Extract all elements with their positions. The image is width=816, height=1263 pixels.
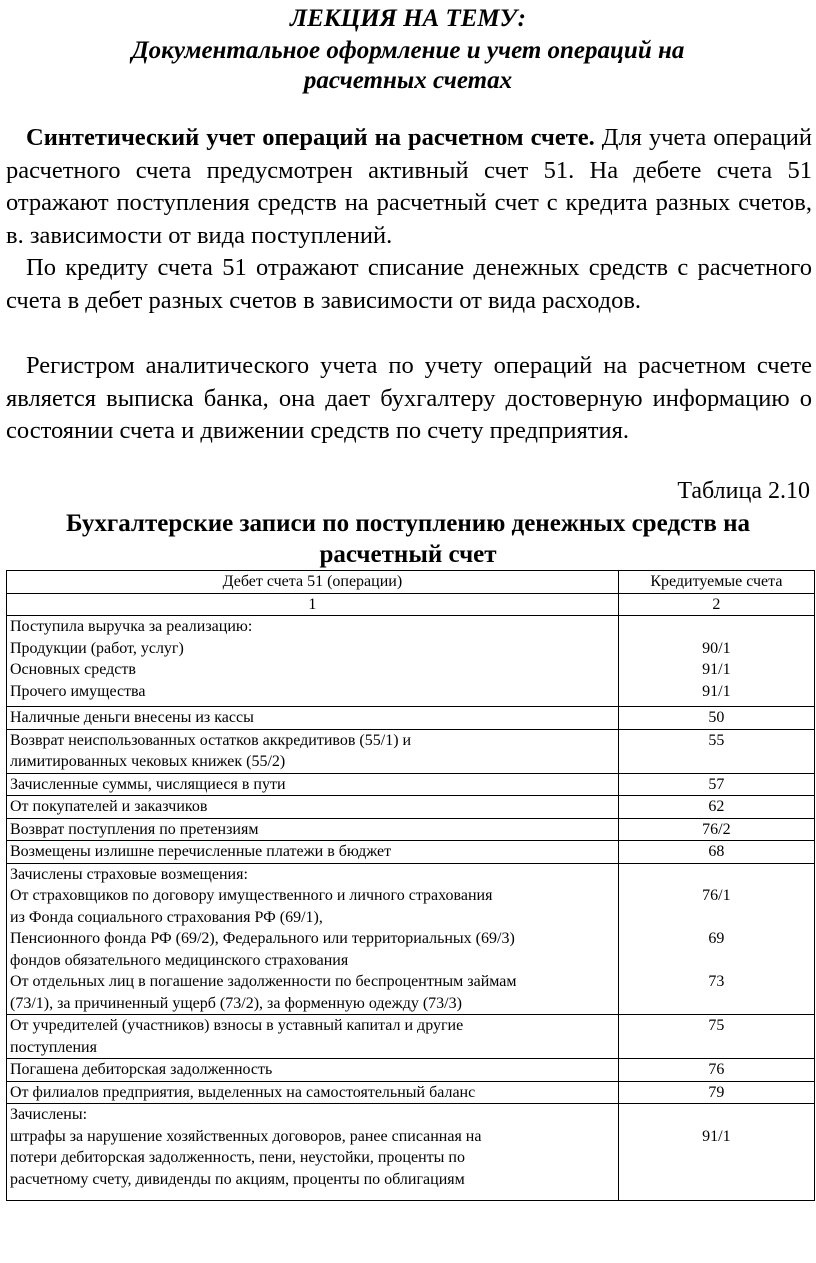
account-cell: 55 bbox=[618, 729, 814, 773]
table-row bbox=[7, 707, 815, 730]
column-header-credit: Кредитуемые счета bbox=[618, 571, 814, 594]
table-row bbox=[7, 773, 815, 796]
table-row bbox=[7, 818, 815, 841]
account-cell: 76/2 bbox=[618, 818, 814, 841]
account-line: 73 bbox=[708, 973, 725, 990]
column-number-1: 1 bbox=[7, 593, 619, 616]
operation-line: Возврат неиспользованных остатков аккредитивов (55/1) и bbox=[10, 731, 412, 749]
operation-cell: От покупателей и заказчиков bbox=[7, 796, 619, 819]
table-row bbox=[7, 796, 815, 819]
paragraph-bank-statement: Регистром аналитического учета по учету операций на расчетном счете является выписка банка, она дает бухгалтеру достоверную информацию о состоянии счета и движении средств по счету предприятия. bbox=[6, 352, 812, 444]
table-row bbox=[7, 1059, 815, 1082]
table-row bbox=[7, 729, 815, 773]
operation-line: От учредителей (участников) взносы в уставный капитал и другие bbox=[10, 1017, 464, 1034]
lecture-topic-line-2: расчетных счетах bbox=[303, 67, 513, 94]
operation-cell: От филиалов предприятия, выделенных на самостоятельный баланс bbox=[7, 1081, 619, 1104]
account-line: 91/1 bbox=[702, 682, 731, 700]
operation-line: штрафы за нарушение хозяйственных договоров, ранее списанная на bbox=[10, 1127, 482, 1145]
operation-line: Зачислены: bbox=[10, 1106, 88, 1123]
column-header-debit: Дебет счета 51 (операции) bbox=[7, 571, 619, 594]
operation-line: из Фонда социального страхования РФ (69/1), bbox=[10, 908, 323, 926]
lecture-heading: ЛЕКЦИЯ НА ТЕМУ: bbox=[289, 5, 527, 32]
operation-cell: Погашена дебиторская задолженность bbox=[7, 1059, 619, 1082]
account-cell: 62 bbox=[618, 796, 814, 819]
account-cell: 75 bbox=[618, 1015, 814, 1059]
account-cell: 50 bbox=[618, 707, 814, 730]
table-row bbox=[7, 1081, 815, 1104]
account-cell: 57 bbox=[618, 773, 814, 796]
account-line bbox=[622, 616, 811, 638]
paragraph-synthetic-accounting bbox=[6, 122, 812, 252]
table-row bbox=[7, 1104, 815, 1201]
operation-cell: Возврат поступления по претензиям bbox=[7, 818, 619, 841]
account-line bbox=[622, 864, 811, 886]
table-title-line-2: расчетный счет bbox=[319, 541, 497, 568]
operation-cell bbox=[7, 1104, 619, 1201]
account-line: 69 bbox=[708, 930, 725, 947]
table-row bbox=[7, 616, 815, 707]
table-title-line-1: Бухгалтерские записи по поступлению денежных средств на bbox=[65, 510, 751, 537]
operation-line: От отдельных лиц в погашение задолженности по беспроцентным займам bbox=[10, 973, 517, 990]
paragraph-bold-lead: Синтетический учет операций на расчетном счете. bbox=[26, 124, 595, 151]
operation-cell: Зачисленные суммы, числящиеся в пути bbox=[7, 773, 619, 796]
account-line bbox=[622, 907, 811, 929]
operation-line: расчетному счету, дивиденды по акциям, проценты по облигациям bbox=[10, 1170, 465, 1188]
operation-cell: Возмещены излишне перечисленные платежи в бюджет bbox=[7, 841, 619, 864]
operation-cell bbox=[7, 616, 619, 707]
column-number-2: 2 bbox=[618, 593, 814, 616]
account-line: 91/1 bbox=[702, 661, 731, 678]
operation-line: (73/1), за причиненный ущерб (73/2), за форменную одежду (73/3) bbox=[10, 994, 462, 1012]
operation-line: Прочего имущества bbox=[10, 682, 146, 700]
table-row bbox=[7, 841, 815, 864]
account-cell: 79 bbox=[618, 1081, 814, 1104]
account-cell: 68 bbox=[618, 841, 814, 864]
operation-cell: Наличные деньги внесены из кассы bbox=[7, 707, 619, 730]
operation-line: Зачислены страховые возмещения: bbox=[10, 865, 248, 883]
account-line bbox=[622, 1104, 811, 1126]
operation-line: потери дебиторская задолженность, пени, неустойки, проценты по bbox=[10, 1149, 465, 1166]
table-number-label: Таблица 2.10 bbox=[677, 478, 810, 504]
account-cell bbox=[618, 1104, 814, 1201]
operation-line: поступления bbox=[10, 1038, 97, 1056]
paragraph-text: Для учета операций расчетного счета предусмотрен активный счет 51. На дебете счета 51 отражают поступления средств на расчетный счет с кредита разных счетов, в. зависимости от вида поступлений. bbox=[6, 124, 812, 249]
account-cell bbox=[618, 616, 814, 707]
account-line bbox=[622, 950, 811, 972]
operation-line: лимитированных чековых книжек (55/2) bbox=[10, 753, 286, 770]
paragraph-credit: По кредиту счета 51 отражают списание денежных средств с расчетного счета в дебет разных счетов в зависимости от вида расходов. bbox=[6, 254, 812, 314]
accounting-entries-table bbox=[6, 570, 815, 1201]
operation-cell bbox=[7, 729, 619, 773]
table-header-row bbox=[7, 571, 815, 594]
operation-cell bbox=[7, 863, 619, 1015]
operation-cell bbox=[7, 1015, 619, 1059]
account-line: 90/1 bbox=[702, 639, 731, 657]
operation-line: Основных средств bbox=[10, 661, 136, 678]
operation-line: Поступила выручка за реализацию: bbox=[10, 618, 253, 635]
account-line bbox=[622, 993, 811, 1015]
account-line: 76/1 bbox=[702, 887, 731, 904]
lecture-topic-line-1: Документальное оформление и учет операций на bbox=[131, 37, 685, 64]
operation-line: Пенсионного фонда РФ (69/2), Федерального или территориальных (69/3) bbox=[10, 930, 515, 947]
operation-line: От страховщиков по договору имущественного и личного страхования bbox=[10, 887, 493, 904]
table-number-row bbox=[7, 593, 815, 616]
operation-line: фондов обязательного медицинского страхования bbox=[10, 951, 349, 969]
table-row bbox=[7, 1015, 815, 1059]
operation-line: Продукции (работ, услуг) bbox=[10, 639, 184, 657]
account-cell bbox=[618, 863, 814, 1015]
account-cell: 76 bbox=[618, 1059, 814, 1082]
account-line: 91/1 bbox=[702, 1127, 731, 1145]
table-row bbox=[7, 863, 815, 1015]
